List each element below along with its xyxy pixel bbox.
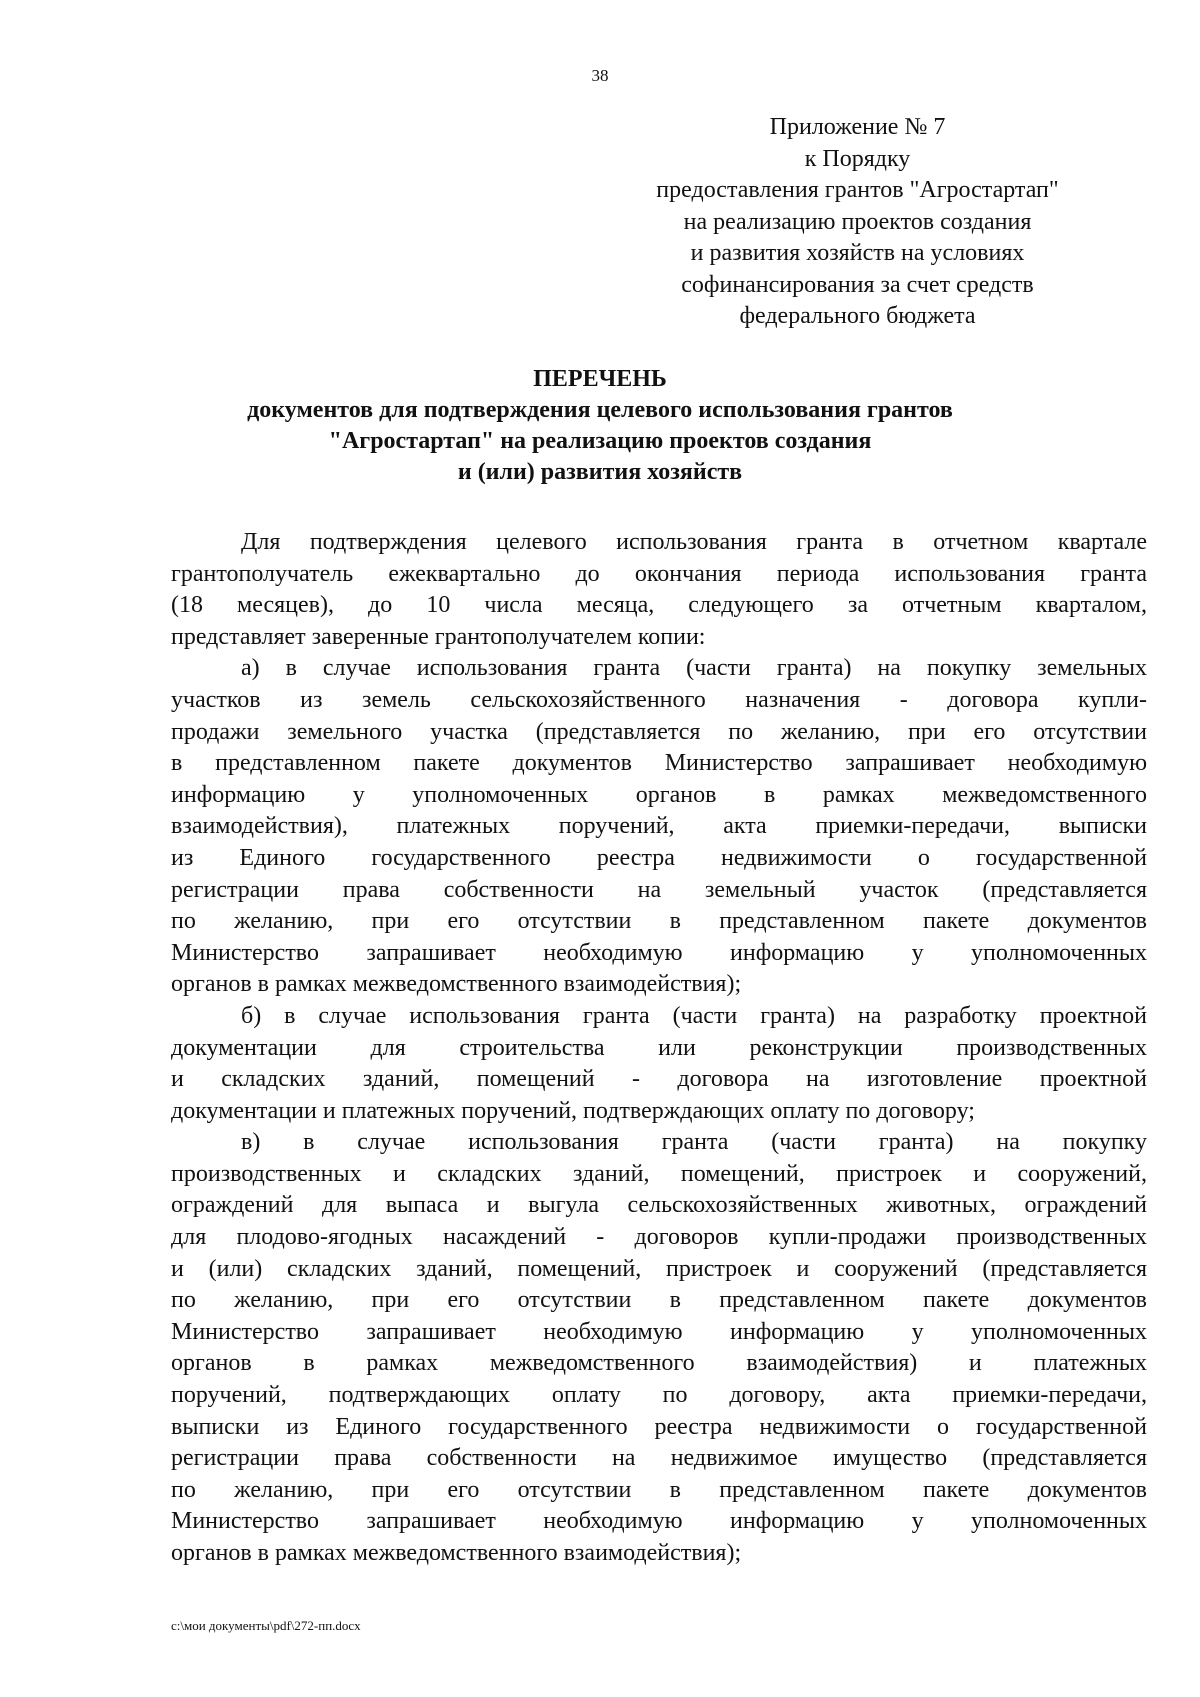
text-line: по желанию, при его отсутствии в представленном пакете документов xyxy=(171,1287,1147,1314)
text-line: поручений, подтверждающих оплату по договору, акта приемки-передачи, xyxy=(171,1382,1147,1409)
title-line: документов для подтверждения целевого использования грантов xyxy=(247,397,953,423)
text-line: б) в случае использования гранта (части гранта) на разработку проектной xyxy=(241,1002,1147,1029)
text-line: а) в случае использования гранта (части гранта) на покупку земельных xyxy=(241,655,1147,682)
text-line: Министерство запрашивает необходимую информацию у уполномоченных xyxy=(171,1508,1147,1535)
text-line: и (или) складских зданий, помещений, пристроек и сооружений (представляется xyxy=(171,1255,1147,1282)
item-a-paragraph xyxy=(171,653,1147,1001)
appendix-line: федерального бюджета xyxy=(739,303,976,329)
title-heading: ПЕРЕЧЕНЬ xyxy=(533,366,667,392)
text-line: в) в случае использования гранта (части гранта) на покупку xyxy=(241,1129,1147,1156)
document-title xyxy=(0,364,1200,488)
intro-paragraph xyxy=(171,527,1147,653)
text-line: регистрации права собственности на земельный участок (представляется xyxy=(171,876,1147,903)
text-line: Министерство запрашивает необходимую информацию у уполномоченных xyxy=(171,1318,1147,1345)
footer-file-path: c:\мои документы\pdf\272-пп.docx xyxy=(171,1618,361,1633)
appendix-line: софинансирования за счет средств xyxy=(681,271,1034,298)
text-line: для плодово-ягодных насаждений - договоров купли-продажи производственных xyxy=(171,1224,1147,1251)
text-line: продажи земельного участка (представляется по желанию, при его отсутствии xyxy=(171,718,1147,745)
text-line: (18 месяцев), до 10 числа месяца, следующего за отчетным кварталом, xyxy=(171,592,1147,619)
text-line: Для подтверждения целевого использования гранта в отчетном квартале xyxy=(241,529,1147,555)
text-line: производственных и складских зданий, помещений, пристроек и сооружений, xyxy=(171,1160,1147,1187)
text-line: выписки из Единого государственного реестра недвижимости о государственной xyxy=(171,1413,1147,1440)
text-line: участков из земель сельскохозяйственного назначения - договора купли- xyxy=(171,686,1147,713)
appendix-line: Приложение № 7 xyxy=(769,114,946,140)
text-line: грантополучатель ежеквартально до окончания периода использования гранта xyxy=(171,560,1147,587)
text-line: Министерство запрашивает необходимую информацию у уполномоченных xyxy=(171,939,1147,966)
text-line: и складских зданий, помещений - договора на изготовление проектной xyxy=(171,1066,1147,1093)
text-line: регистрации права собственности на недвижимое имущество (представляется xyxy=(171,1445,1147,1472)
document-body xyxy=(171,527,1147,1570)
text-line: органов в рамках межведомственного взаимодействия); xyxy=(171,971,742,998)
text-line: представляет заверенные грантополучателем копии: xyxy=(171,623,706,650)
text-line: ограждений для выпаса и выгула сельскохозяйственных животных, ограждений xyxy=(171,1192,1147,1219)
title-line: и (или) развития хозяйств xyxy=(457,459,743,485)
item-v-paragraph xyxy=(171,1127,1147,1569)
appendix-line: и развития хозяйств на условиях xyxy=(690,240,1025,266)
text-line: документации и платежных поручений, подтверждающих оплату по договору; xyxy=(171,1097,975,1124)
appendix-line: предоставления грантов "Агростартап" xyxy=(656,177,1059,203)
text-line: по желанию, при его отсутствии в представленном пакете документов xyxy=(171,1476,1147,1503)
text-line: из Единого государственного реестра недвижимости о государственной xyxy=(171,844,1147,871)
text-line: взаимодействия), платежных поручений, акта приемки-передачи, выписки xyxy=(171,813,1147,840)
appendix-line: на реализацию проектов создания xyxy=(683,208,1032,235)
text-line: документации для строительства или реконструкции производственных xyxy=(171,1034,1147,1061)
text-line: в представленном пакете документов Министерство запрашивает необходимую xyxy=(171,750,1147,777)
text-line: по желанию, при его отсутствии в представленном пакете документов xyxy=(171,908,1147,935)
page-number: 38 xyxy=(591,66,609,85)
text-line: органов в рамках межведомственного взаимодействия); xyxy=(171,1540,742,1566)
text-line: информацию у уполномоченных органов в рамках межведомственного xyxy=(171,781,1147,808)
appendix-header xyxy=(620,112,1095,333)
appendix-line: к Порядку xyxy=(804,145,911,172)
title-line: "Агростартап" на реализацию проектов создания xyxy=(328,428,872,454)
item-b-paragraph xyxy=(171,1001,1147,1127)
text-line: органов в рамках межведомственного взаимодействия) и платежных xyxy=(171,1350,1147,1377)
